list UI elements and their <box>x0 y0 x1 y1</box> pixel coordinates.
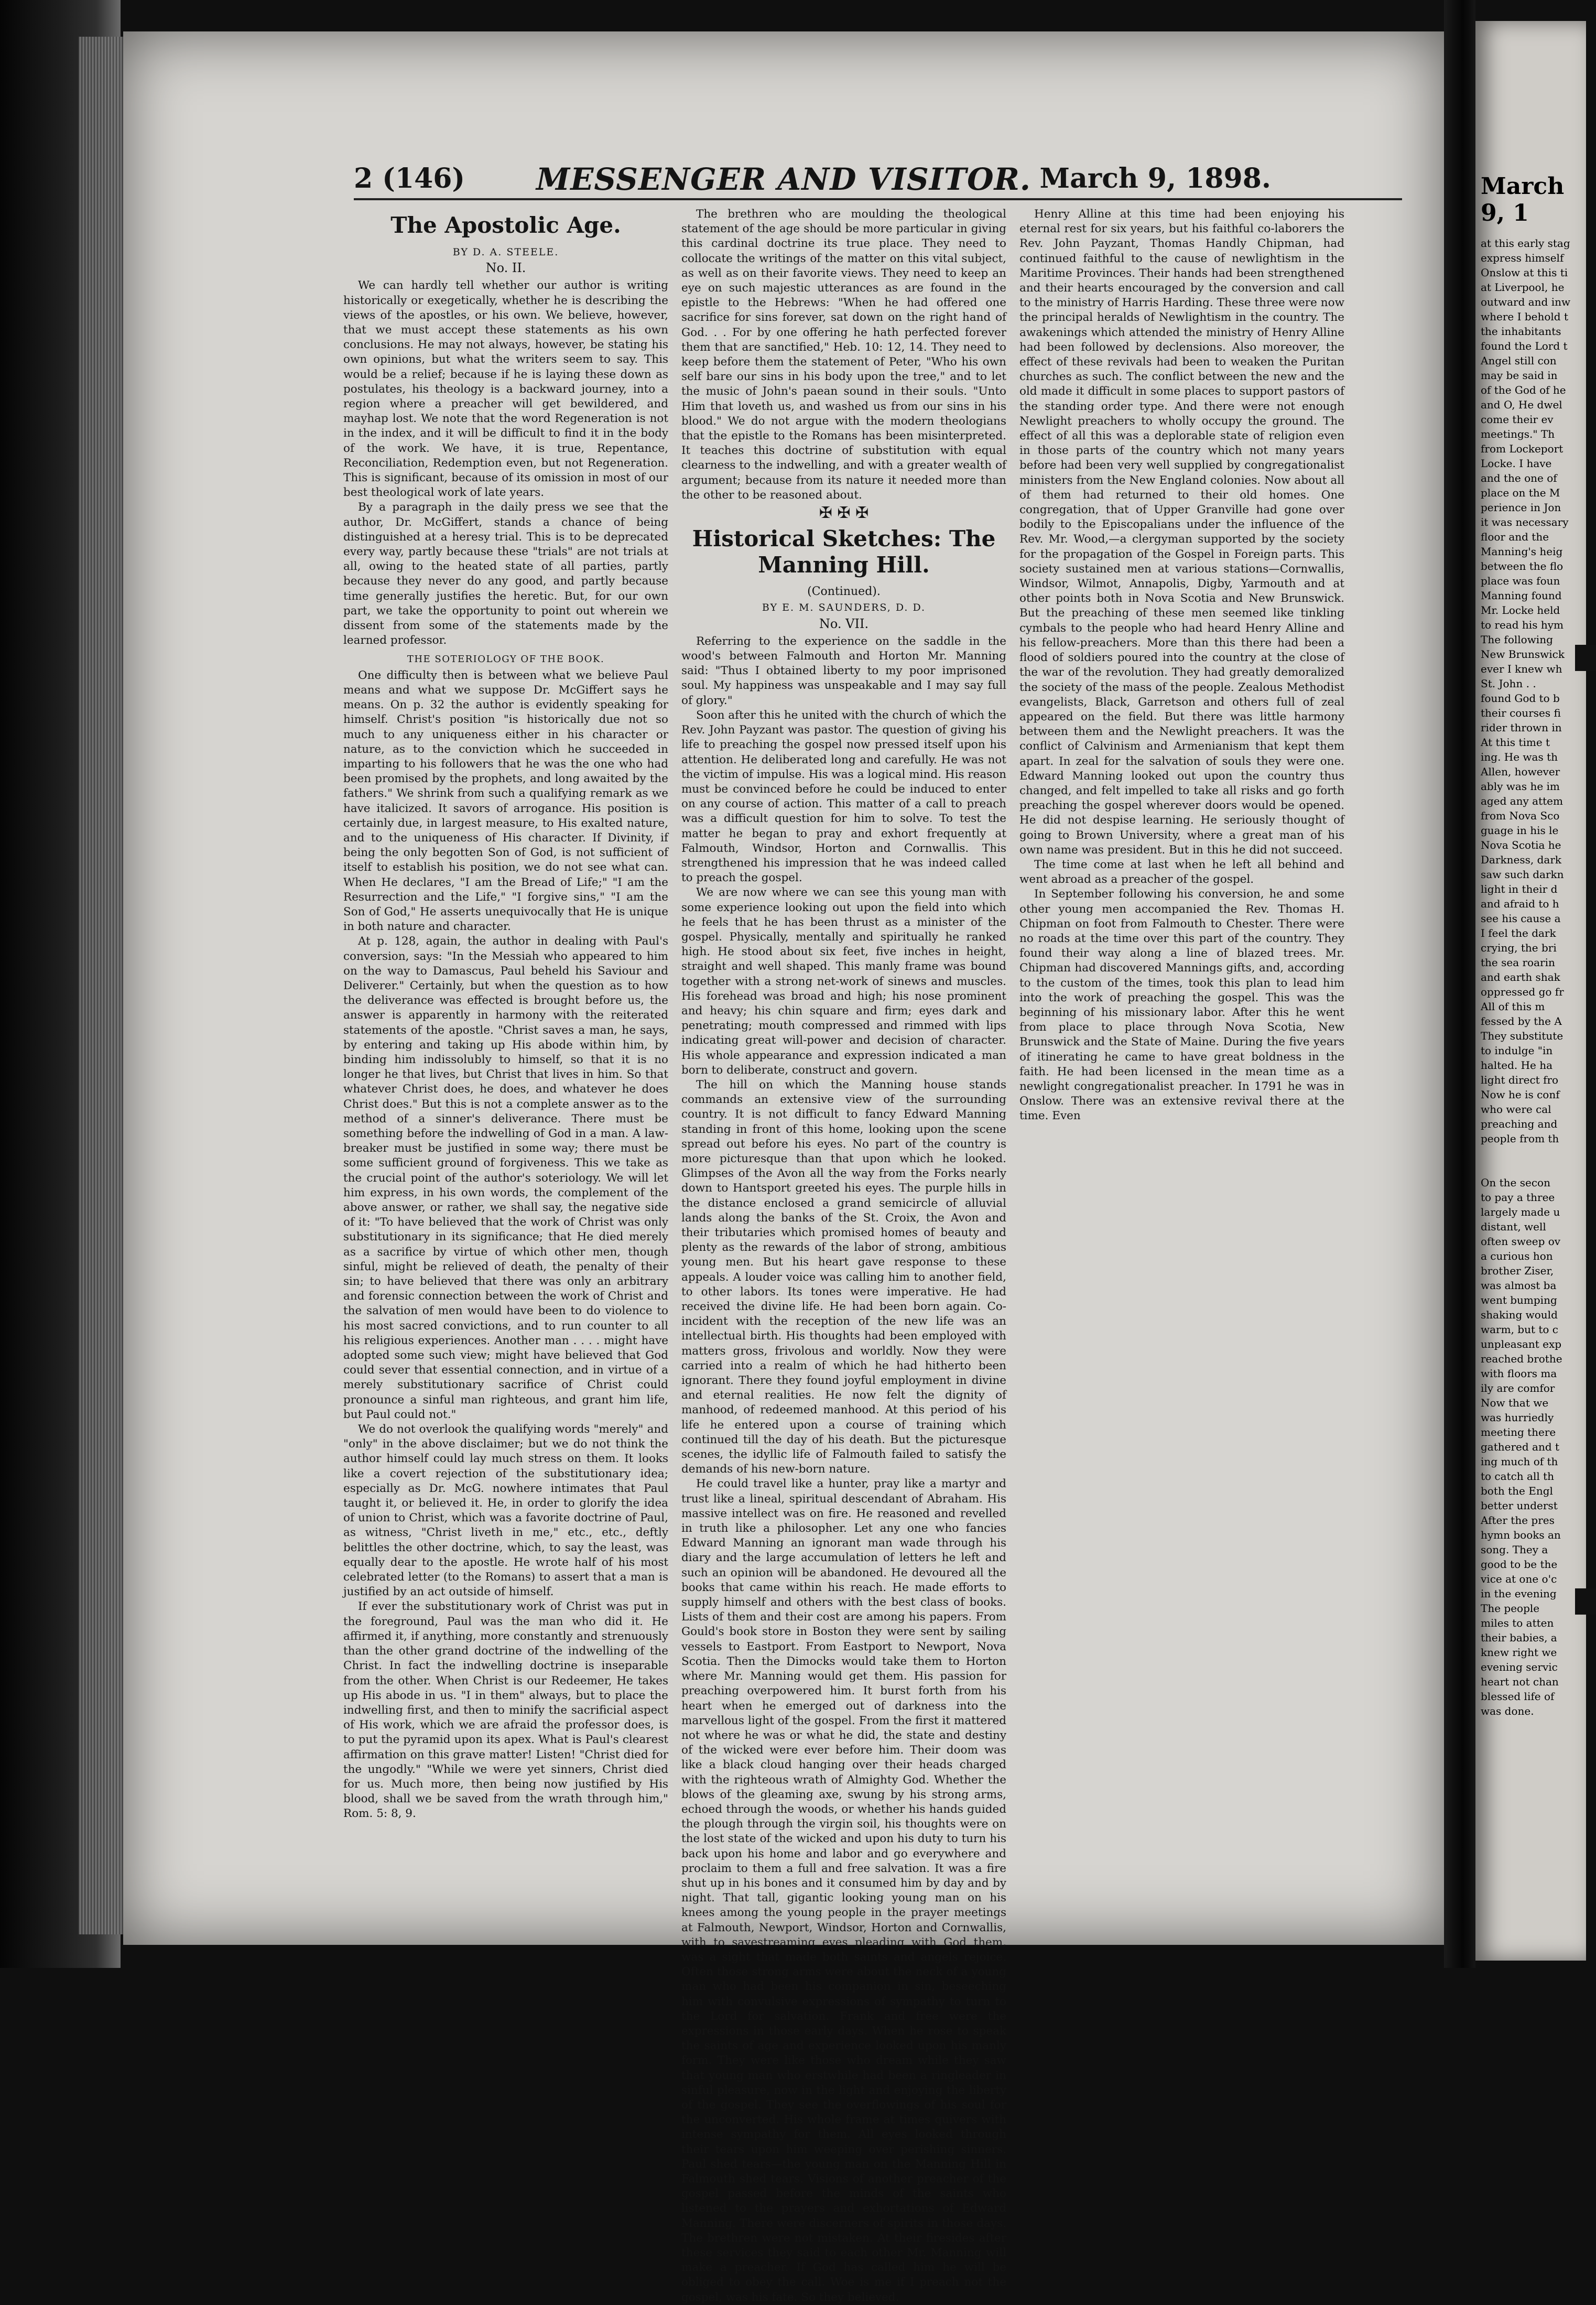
adjacent-page-line: place was foun <box>1481 575 1560 587</box>
adjacent-page-line: Mr. Locke held <box>1481 604 1560 616</box>
adjacent-page-line: to read his hym <box>1481 619 1564 631</box>
adjacent-page-line: brother Ziser, <box>1481 1264 1554 1277</box>
column-2 <box>681 207 1006 2304</box>
paragraph: He could travel like a hunter, pray like a martyr and trust like a lineal, spiritual descendant of Abraham. His massive intellect was on fire. He reasoned and revelled in truth like a philosopher. Let any one who fancies Edward Manning an ignorant man wade through his diary and the large accumulation of letters he left and such an opinion will be abandoned. He devoured all the books that came within his reach. He made efforts to supply himself and others with the best class of books. Lists of them and their cost are among his papers. From Gould's book store in Boston they were sent by sailing vessels to Eastport. From Eastport to Newport, Nova Scotia. Then the Dimocks would take them to Horton where Mr. Manning would get them. His passion for preaching overpowered him. It burst forth from his heart when he emerged out of darkness into the marvellous light of the gospel. From the first it mattered not where he was or what he did, the state and destiny of the wicked were ever before him. Their doom was like a black cloud hanging over their heads charged with the righteous wrath of Almighty God. Whether the blows of the gleaming axe, swung by his strong arms, echoed through the woods, or whether his hands guided the plough through the virgin soil, his thoughts were on the lost state of the wicked and upon his duty to turn his back upon his home and labor and go everywhere and proclaim to them a full and free salvation. It was a fire shut up in his bones and it consumed him by day and by night. That tall, gigantic looking young man on his knees among the young people in the prayer meetings at Falmouth, Newport, Windsor, Horton and Cornwallis, with to savestreaming eyes pleading with God them, was a sight that made both saints and angels rejoice. Often those strong arms were about the neck of a young man who had been his companion in sin, beseeching him with convulsive expressions of sympathy to turn to the Lord for salvation. Frank and free were the expressions in those early days. When he rose to speak the saints of age and experience looked upon his manly form. They were like those who dream while they saw that young man who erstwhile had been a ringleader in sinful pleasure, now in the light and enjoying the liberty of the gospel. They see the overflowings of his soul for the unconverted. His whole frame at times quivers with intense sympathy for them. All eyes looked through their tears upon him weeping over perishing sinners. Paul shed tears—the young man on the Manning Hill in Falmouth shed tears. Visions of another preacher of the gospel passed before the minds of the saints who listened to the prayers and exhortations of Edward Manning. There were discerners of spirits in those days. The brethren were not mistaken. At their firesides after these services they said to each other Mr. Manning will make a preacher. If God has called him he will be obliged to obey the call. Woe is me if I preach not the gospel, was his fate. So they believed. <box>681 1477 1006 2304</box>
adjacent-page-line: may be said in <box>1481 369 1558 382</box>
adjacent-page-line: was almost ba <box>1481 1279 1557 1292</box>
book-gutter <box>1444 0 1475 1968</box>
adjacent-page-line: Now that we <box>1481 1397 1549 1409</box>
header-rule <box>354 198 1402 200</box>
article-number: No. II. <box>485 261 526 276</box>
adjacent-page-line: miles to atten <box>1481 1617 1554 1629</box>
adjacent-page-line: warm, but to c <box>1481 1323 1558 1336</box>
adjacent-page-line: in the evening <box>1481 1587 1557 1600</box>
adjacent-page-line: and O, He dwel <box>1481 398 1562 411</box>
adjacent-page-column-mark <box>1575 1588 1596 1615</box>
adjacent-page-line: of the God of he <box>1481 384 1566 396</box>
adjacent-page-line: I feel the dark <box>1481 927 1556 939</box>
adjacent-page-line: The people <box>1481 1602 1540 1615</box>
adjacent-page-line: reached brothe <box>1481 1352 1562 1365</box>
adjacent-page-line: to indulge "in <box>1481 1044 1553 1057</box>
adjacent-page-line: saw such darkn <box>1481 868 1564 881</box>
adjacent-page-line: unpleasant exp <box>1481 1338 1562 1350</box>
adjacent-page-line: people from th <box>1481 1132 1559 1145</box>
adjacent-page-line: meetings." Th <box>1481 428 1555 440</box>
article-title-apostolic-age: The Apostolic Age. <box>390 212 621 238</box>
column-3 <box>1019 207 1344 1932</box>
paragraph: In September following his conversion, he and some other young men accompanied the Rev. Thomas H. Chipman on foot from Falmouth to Chester. There were no roads at the time over this part of the country. They found their way along a line of blazed trees. Mr. Chipman had discovered Mannings gifts, and, according to the custom of the times, took this plan to lead him into the work of preaching the gospel. This was the beginning of his missionary labor. After this he went from place to place through Nova Scotia, New Brunswick and the State of Maine. During the five years of itinerating he came to have great boldness in the faith. He had been licensed in the mean time as a newlight congregationalist preacher. In 1791 he was in Onslow. There was an extensive revival there at the time. Even <box>1019 888 1344 1123</box>
paragraph: If ever the substitutionary work of Christ was put in the foreground, Paul was the man who did it. He affirmed it, if anything, more constantly and strenuously than the other grand doctrine of the indwelling of the Christ. In fact the indwelling doctrine is inseparable from the other. When Christ is our Redeemer, He takes up His abode in us. "I in them" always, but to place the indwelling first, and then to minify the sacrificial aspect of His work, which we are afraid the professor does, is to put the pyramid upon its apex. What is Paul's clearest affirmation on this grave matter! Listen! "Christ died for the ungodly." "While we were yet sinners, Christ died for us. Much more, then being now justified by His blood, shall we be saved from the wrath through him," Rom. 5: 8, 9. <box>343 1600 668 1821</box>
adjacent-page-line: rider thrown in <box>1481 721 1562 734</box>
adjacent-page-line: where I behold t <box>1481 310 1569 323</box>
adjacent-page-line: it was necessary <box>1481 516 1569 528</box>
adjacent-page-line: oppressed go fr <box>1481 986 1564 998</box>
paragraph: The hill on which the Manning house stands commands an extensive view of the surrounding country. It is not difficult to fancy Edward Manning standing in front of this home, looking upon the scene spread out before his eyes. No part of the country is more picturesque than that upon which he looked. Glimpses of the Avon all the way from the Forks nearly down to Hantsport greeted his eyes. The purple hills in the distance enclosed a grand semicircle of alluvial lands along the banks of the St. Croix, the Avon and their tributaries which promised homes of beauty and plenty as the rewards of the labor of strong, ambitious young men. But his heart gave response to these appeals. A louder voice was calling him to another field, to other labors. Its tones were imperative. He had received the divine life. He had been born again. Co-incident with the reception of the new life was an intellectual birth. His thoughts had been employed with matters gross, frivolous and worldly. Now they were carried into a realm of which he had hitherto been ignorant. There they found joyful employment in divine and eternal realities. He now felt the dignity of manhood, of redeemed manhood. At this period of his life he entered upon a course of training which continued till the day of his death. But the picturesque scenes, the idyllic life of Falmouth failed to satisfy the demands of his new-born nature. <box>681 1078 1006 1476</box>
paragraph: One difficulty then is between what we believe Paul means and what we suppose Dr. McGiffert says he means. On p. 32 the author is evidently speaking for himself. Christ's position "is historically due not so much to any uniqueness either in his character or nature, as to the conviction which he succeeded in imparting to his followers that he was the one who had been promised by the prophets, and long awaited by the fathers." We shrink from such a qualifying remark as we have italicized. It savors of arrogance. His position is certainly due, in largest measure, to His exalted nature, and to the uniqueness of His character. If Divinity, if being the only begotten Son of God, is not sufficient of itself to establish his position, we do not see what can. When He declares, "I am the Bread of Life;" "I am the Resurrection and the Life," "I forgive sins," "I am the Son of God," He asserts unequivocally that He is unique in both nature and character. <box>343 668 668 934</box>
adjacent-page-line: Darkness, dark <box>1481 853 1562 866</box>
adjacent-page-line: floor and the <box>1481 531 1549 543</box>
adjacent-page-line: New Brunswick <box>1481 648 1565 661</box>
adjacent-page-line: a curious hon <box>1481 1250 1553 1262</box>
paragraph: By a paragraph in the daily press we see that the author, Dr. McGiffert, stands a chance of being distinguished at a heresy trial. This is to be deprecated every way, partly because these "trials" are not trials at all, owing to the heated state of all parties, partly because they never do any good, and partly because time generally justifies the heretic. But, for our own part, we take the opportunity to point out wherein we dissent from some of the statements made by the learned professor. <box>343 501 668 647</box>
page-header <box>123 31 1444 197</box>
adjacent-page-line: to pay a three <box>1481 1191 1555 1204</box>
adjacent-page-line: On the secon <box>1481 1176 1550 1189</box>
adjacent-page-line: at this early stag <box>1481 237 1570 250</box>
paragraph: We do not overlook the qualifying words "merely" and "only" in the above disclaimer; but we do not think the author himself could lay much stress on them. It looks like a covert rejection of the substitutionary idea; especially as Dr. McG. nowhere intimates that Paul taught it, or believed it. He, in order to glorify the idea of union to Christ, which was a favorite doctrine of Paul, as witness, "Christ liveth in me," etc., etc., deftly belittles the other doctrine, which, to say the least, was equally dear to the apostle. He wrote half of his most celebrated letter (to the Romans) to assert that a man is justified by an act outside of himself. <box>343 1423 668 1599</box>
adjacent-page-line: place on the M <box>1481 486 1560 499</box>
adjacent-page-line: Angel still con <box>1481 354 1557 367</box>
adjacent-page-line: song. They a <box>1481 1543 1548 1556</box>
adjacent-page-line: At this time t <box>1481 736 1550 749</box>
adjacent-page-line: found God to b <box>1481 692 1560 705</box>
adjacent-page-text <box>1475 233 1586 1718</box>
paragraph: We can hardly tell whether our author is writing historically or exegetically, whether he is describing the views of the apostles, or his own. We believe, however, that we must accept these statements as his own conclusions. He may not always, however, be stating his own opinions, but what the writers seem to say. This would be a relief; because if he is laying these down as postulates, his theology is a backward journey, into a region where a preacher will get bewildered, and mayhap lost. We note that the word Regeneration is not in the index, and it will be difficult to find it in the body of the work. We have, it is true, Repentance, Reconciliation, Redemption even, but not Regeneration. This is significant, because of its omission in most of our best theological work of late years. <box>343 279 668 500</box>
adjacent-page-line: better underst <box>1481 1499 1558 1512</box>
adjacent-page-line: at Liverpool, he <box>1481 281 1565 294</box>
adjacent-page-line: with floors ma <box>1481 1367 1557 1380</box>
adjacent-page-line: light in their d <box>1481 883 1558 895</box>
adjacent-page-line: vice at one o'c <box>1481 1573 1557 1585</box>
adjacent-page-header: March 9, 1 <box>1481 173 1565 226</box>
issue-date: March 9, 1898. <box>1039 163 1271 194</box>
adjacent-page-column-mark <box>1575 645 1596 671</box>
adjacent-page-line: crying, the bri <box>1481 942 1557 954</box>
adjacent-page-line: St. John . . <box>1481 677 1536 690</box>
adjacent-page-line: Nova Scotia he <box>1481 839 1561 851</box>
adjacent-page-line: from Nova Sco <box>1481 809 1560 822</box>
adjacent-page-line: After the pres <box>1481 1514 1555 1527</box>
adjacent-page-line: both the Engl <box>1481 1485 1553 1497</box>
adjacent-page-line: perience in Jon <box>1481 501 1561 514</box>
adjacent-page-line: gathered and t <box>1481 1441 1560 1453</box>
adjacent-page-line: Onslow at this ti <box>1481 266 1568 279</box>
adjacent-page-line: Manning's heig <box>1481 545 1563 558</box>
adjacent-page-line: ing much of th <box>1481 1455 1558 1468</box>
adjacent-page-line: and earth shak <box>1481 971 1560 983</box>
adjacent-page-line: who were cal <box>1481 1103 1551 1116</box>
adjacent-page-line: Now he is conf <box>1481 1088 1560 1101</box>
paragraph: At p. 128, again, the author in dealing with Paul's conversion, says: "In the Messiah who appeared to him on the way to Damascus, Paul beheld his Saviour and Deliverer." Certainly, but when the question as to how the deliverance was effected is brought before us, the answer is apparently in harmony with the reiterated statements of the apostle. "Christ saves a man, he says, by entering and taking up His abode within him, by binding him indissolubly to himself, so that it is no longer he that lives, but Christ that lives in him. So that whatever Christ does, he does, and whatever he does Christ does." But this is not a complete answer as to the method of a sinner's deliverance. There must be something before the indwelling of God in a man. A law-breaker must be justified in some way; there must be some sufficient ground of forgiveness. This we take as the crucial point of the author's soteriology. We will let him express, in his own words, the complement of the above answer, or rather, we shall say, the negative side of it: "To have believed that the work of Christ was only substitutionary in its significance; that He died merely as a sacrifice by virtue of which other men, though sinful, might be relieved of death, the penalty of their sin; to have believed that there was only an arbitrary and forensic connection between the work of Christ and the salvation of men would have been to do violence to his most sacred convictions, and to run counter to all his religious experiences. Another man . . . . might have adopted some such view; might have believed that God could sever that essential connection, and in virtue of a merely substitutionary sacrifice of Christ could pronounce a sinful man righteous, and grant him life, but Paul could not." <box>343 935 668 1421</box>
adjacent-page-line: The following <box>1481 633 1553 646</box>
adjacent-page-line: their courses fi <box>1481 707 1561 719</box>
adjacent-page-line: found the Lord t <box>1481 340 1568 352</box>
column-1 <box>343 207 668 1932</box>
adjacent-page-line: ing. He was th <box>1481 751 1558 763</box>
adjacent-page-line: Locke. I have <box>1481 457 1552 470</box>
adjacent-page-line: their babies, a <box>1481 1631 1557 1644</box>
paragraph: Henry Alline at this time had been enjoying his eternal rest for six years, but his faithful co-laborers the Rev. John Payzant, Thomas Handly Chipman, had continued faithful to the cause of newlightism in the Maritime Provinces. Their hands had been strengthened and their hearts encouraged by the conversion and call to the ministry of Harris Harding. These three were now the principal heralds of Newlightism in the country. The awakenings which attended the ministry of Henry Alline had been followed by declensions. Also moreover, the effect of these revivals had been to weaken the Puritan churches as such. The conflict between the new and the old made it difficult in some places to support pastors of the standing order type. And there were not enough Newlight preachers to wholly occupy the ground. The effect of all this was a deplorable state of religion even in those parts of the country which not many years before had been very well supplied by congregationalist ministers from the New England colonies. Now about all of them had returned to their old homes. One congregation, that of Upper Granville had gone over bodily to the Episcopalians under the influence of the Rev. Mr. Wood,—a clergyman supported by the society for the propagation of the Gospel in Foreign parts. This society sustained men at various stations—Cornwallis, Windsor, Wilmot, Annapolis, Digby, Yarmouth and at other points both in Nova Scotia and New Brunswick. But the preaching of these men seemed like tinkling cymbals to the people who had heard Henry Alline and his fellow-preachers. More than this there had been a flood of soldiers poured into the country at the close of the war of the revolution. They had greatly demoralized the society of the mass of the people. Zealous Methodist evangelists, Black, Garretson and others full of zeal appeared on the field. But there was little harmony between them and the Newlight preachers. It was the conflict of Calvinism and Armenianism that kept them apart. In zeal for the salvation of souls they were one. Edward Manning looked out upon the country thus changed, and felt impelled to take all risks and go forth preaching the gospel wherever doors would be opened. He did not despise learning. He seriously thought of going to Brown University, where a great man of his own name was president. But in this he did not succeed. <box>1019 208 1344 857</box>
adjacent-page-line: guage in his le <box>1481 824 1559 837</box>
adjacent-page-line: see his cause a <box>1481 912 1561 925</box>
adjacent-page-line: They substitute <box>1481 1030 1564 1042</box>
adjacent-page-line: All of this m <box>1481 1000 1545 1013</box>
adjacent-page-line: aged any attem <box>1481 795 1563 807</box>
adjacent-page-line: Manning found <box>1481 589 1562 602</box>
article-byline: BY E. M. SAUNDERS, D. D. <box>762 602 926 614</box>
article-byline: BY D. A. STEELE. <box>452 246 559 258</box>
adjacent-page-line: largely made u <box>1481 1206 1560 1218</box>
adjacent-page-line: outward and inw <box>1481 296 1571 308</box>
section-ornament: ✠ ✠ ✠ <box>819 504 869 523</box>
adjacent-page-line: distant, well <box>1481 1220 1546 1233</box>
continued-note: (Continued). <box>807 585 881 599</box>
adjacent-page <box>1475 21 1586 1961</box>
adjacent-page-line: blessed life of <box>1481 1690 1555 1703</box>
adjacent-page-line: come their ev <box>1481 413 1554 426</box>
adjacent-page-line: good to be the <box>1481 1558 1558 1571</box>
article-title-manning-hill: Historical Sketches: The Manning Hill. <box>692 526 996 578</box>
adjacent-page-line: went bumping <box>1481 1294 1557 1306</box>
adjacent-page-line: ever I knew wh <box>1481 663 1562 675</box>
adjacent-page-line: was hurriedly <box>1481 1411 1554 1424</box>
adjacent-page-line: shaking would <box>1481 1308 1558 1321</box>
adjacent-page-line: fessed by the A <box>1481 1015 1562 1027</box>
adjacent-page-line: ily are comfor <box>1481 1382 1555 1394</box>
adjacent-page-line <box>1481 1146 1584 1161</box>
adjacent-page-line: evening servic <box>1481 1661 1558 1673</box>
adjacent-page-line: the inhabitants <box>1481 325 1561 338</box>
paragraph: We are now where we can see this young man with some experience looking out upon the field into which he feels that he has been thrust as a minister of the gospel. Physically, mentally and spiritually he ranked high. He stood about six feet, five inches in height, straight and well shaped. This manly frame was bound together with a strong net-work of sinews and muscles. His forehead was broad and high; his nose prominent and heavy; his chin square and firm; eyes dark and penetrating; mouth compressed and rimmed with lips indicating great will-power and decision of character. His whole appearance and expression indicated a man born to deliberate, construct and govern. <box>681 886 1006 1077</box>
adjacent-page-line: meeting there <box>1481 1426 1556 1438</box>
adjacent-page-line: light direct fro <box>1481 1074 1559 1086</box>
adjacent-page-line: the sea roarin <box>1481 956 1555 969</box>
paragraph: The brethren who are moulding the theological statement of the age should be more particular in giving this cardinal doctrine its true place. They need to collocate the writings of the matter on this vital subject, as well as on their favorite views. They need to keep an eye on such majestic utterances as are found in the epistle to the Hebrews: "When he had offered one sacrifice for sins forever, sat down on the right hand of God. . . For by one offering he hath perfected forever them that are sanctified," Heb. 10: 12, 14. They need to keep before them the statement of Peter, "Who his own self bare our sins in his body upon the tree," and to let the music of John's paean sound in their souls. "Unto Him that loveth us, and washed us from our sins in his blood." We do not argue with the modern theologians that the epistle to the Romans has been misinterpreted. It teaches this doctrine of substitution with equal clearness to the indwelling, and with a greater wealth of argument; because from its nature it needed more than the other to be reasoned about. <box>681 208 1006 502</box>
adjacent-page-line: ably was he im <box>1481 780 1560 793</box>
masthead-title: MESSENGER AND VISITOR. <box>536 161 1031 197</box>
page-edges <box>79 37 126 1934</box>
page-number: 2 (146) <box>354 163 465 194</box>
newspaper-page <box>123 31 1444 2304</box>
adjacent-page-line: to catch all th <box>1481 1470 1555 1482</box>
adjacent-page-line: express himself <box>1481 252 1564 264</box>
adjacent-page-line: from Lockeport <box>1481 442 1564 455</box>
article-number: No. VII. <box>819 616 869 631</box>
adjacent-page-line: knew right we <box>1481 1646 1557 1659</box>
adjacent-page-line: between the flo <box>1481 560 1564 572</box>
section-subhead: THE SOTERIOLOGY OF THE BOOK. <box>407 654 605 665</box>
adjacent-page-line: heart not chan <box>1481 1675 1559 1688</box>
paragraph: Soon after this he united with the church of which the Rev. John Payzant was pastor. The question of giving his life to preaching the gospel now pressed itself upon his attention. He deliberated long and carefully. He was not the victim of impulse. His was a logical mind. His reason must be convinced before he could be induced to enter on any course of action. This matter of a call to preach was a difficult question for him to solve. To test the matter he began to pray and exhort frequently at Falmouth, Windsor, Horton and Cornwallis. This strengthened his impression that he was indeed called to preach the gospel. <box>681 708 1006 885</box>
adjacent-page-line: preaching and <box>1481 1118 1558 1130</box>
adjacent-page-line: and afraid to h <box>1481 897 1559 910</box>
adjacent-page-line: halted. He ha <box>1481 1059 1553 1072</box>
paragraph: Referring to the experience on the saddle in the wood's between Falmouth and Horton Mr. Manning said: "Thus I obtained liberty to my poor imprisoned soul. My happiness was unspeakable and I may say full of glory." <box>681 634 1006 707</box>
adjacent-page-line <box>1481 1161 1584 1175</box>
adjacent-page-line: and the one of <box>1481 472 1557 484</box>
adjacent-page-line: Allen, however <box>1481 765 1560 778</box>
paragraph: The time come at last when he left all behind and went abroad as a preacher of the gospel. <box>1019 858 1344 886</box>
adjacent-page-line: was done. <box>1481 1705 1534 1717</box>
adjacent-page-line: hymn books an <box>1481 1529 1561 1541</box>
adjacent-page-line: often sweep ov <box>1481 1235 1561 1248</box>
